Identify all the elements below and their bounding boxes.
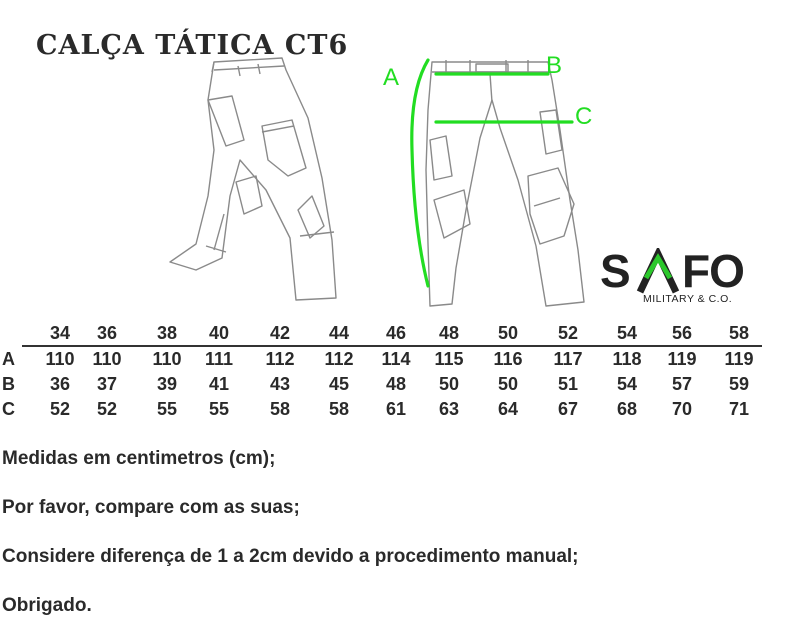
size-header-cell: 42 bbox=[269, 323, 291, 343]
size-header-cell: 50 bbox=[497, 323, 519, 343]
table-cell: 110 bbox=[152, 349, 182, 369]
table-cell: 39 bbox=[156, 374, 178, 394]
table-cell: 116 bbox=[493, 349, 523, 369]
table-cell: 119 bbox=[724, 349, 754, 369]
pants-side-view bbox=[170, 58, 336, 300]
table-cell: 118 bbox=[612, 349, 642, 369]
table-cell: 50 bbox=[438, 374, 460, 394]
table-cell: 112 bbox=[265, 349, 295, 369]
table-cell: 43 bbox=[269, 374, 291, 394]
size-header-cell: 56 bbox=[671, 323, 693, 343]
size-header-cell: 34 bbox=[49, 323, 71, 343]
row-label: A bbox=[2, 349, 15, 369]
note-units: Medidas em centimetros (cm); bbox=[2, 448, 276, 469]
table-cell: 52 bbox=[96, 399, 118, 419]
table-cell: 48 bbox=[385, 374, 407, 394]
row-label: C bbox=[2, 399, 15, 419]
label-b: B bbox=[546, 52, 563, 79]
table-cell: 58 bbox=[328, 399, 350, 419]
table-cell: 117 bbox=[553, 349, 583, 369]
table-cell: 50 bbox=[497, 374, 519, 394]
table-cell: 119 bbox=[667, 349, 697, 369]
table-cell: 57 bbox=[671, 374, 693, 394]
table-cell: 71 bbox=[728, 399, 750, 419]
size-header-cell: 38 bbox=[156, 323, 178, 343]
table-cell: 59 bbox=[728, 374, 750, 394]
size-header-cell: 36 bbox=[96, 323, 118, 343]
logo-tagline: MILITARY & C.O. bbox=[643, 293, 733, 305]
table-cell: 63 bbox=[438, 399, 460, 419]
pants-front-view bbox=[426, 60, 584, 306]
label-c: C bbox=[575, 103, 593, 130]
table-cell: 41 bbox=[208, 374, 230, 394]
table-cell: 54 bbox=[616, 374, 638, 394]
table-cell: 51 bbox=[557, 374, 579, 394]
page-title: CALÇA TÁTICA CT6 bbox=[36, 30, 349, 61]
size-header-cell: 58 bbox=[728, 323, 750, 343]
note-difference: Considere diferença de 1 a 2cm devido a procedimento manual; bbox=[2, 546, 579, 567]
table-cell: 55 bbox=[208, 399, 230, 419]
table-cell: 37 bbox=[96, 374, 118, 394]
row-label: B bbox=[2, 374, 15, 394]
table-cell: 115 bbox=[434, 349, 464, 369]
table-row bbox=[0, 399, 800, 421]
table-cell: 55 bbox=[156, 399, 178, 419]
size-header-cell: 46 bbox=[385, 323, 407, 343]
size-header-cell: 54 bbox=[616, 323, 638, 343]
note-thanks: Obrigado. bbox=[2, 595, 92, 616]
table-cell: 70 bbox=[671, 399, 693, 419]
table-cell: 110 bbox=[45, 349, 75, 369]
table-cell: 114 bbox=[381, 349, 411, 369]
table-row bbox=[0, 374, 800, 396]
table-cell: 110 bbox=[92, 349, 122, 369]
size-header-cell: 52 bbox=[557, 323, 579, 343]
table-cell: 52 bbox=[49, 399, 71, 419]
table-cell: 61 bbox=[385, 399, 407, 419]
table-cell: 45 bbox=[328, 374, 350, 394]
table-cell: 64 bbox=[497, 399, 519, 419]
table-row bbox=[0, 349, 800, 371]
table-cell: 58 bbox=[269, 399, 291, 419]
table-cell: 67 bbox=[557, 399, 579, 419]
table-cell: 36 bbox=[49, 374, 71, 394]
size-header-cell: 44 bbox=[328, 323, 350, 343]
size-header-cell: 40 bbox=[208, 323, 230, 343]
note-compare: Por favor, compare com as suas; bbox=[2, 497, 300, 518]
header-divider bbox=[22, 345, 762, 347]
label-a: A bbox=[383, 64, 400, 91]
brand-logo: S FO MILITARY & C.O. bbox=[600, 248, 750, 310]
table-cell: 112 bbox=[324, 349, 354, 369]
table-cell: 111 bbox=[204, 349, 234, 369]
size-header-cell: 48 bbox=[438, 323, 460, 343]
table-cell: 68 bbox=[616, 399, 638, 419]
